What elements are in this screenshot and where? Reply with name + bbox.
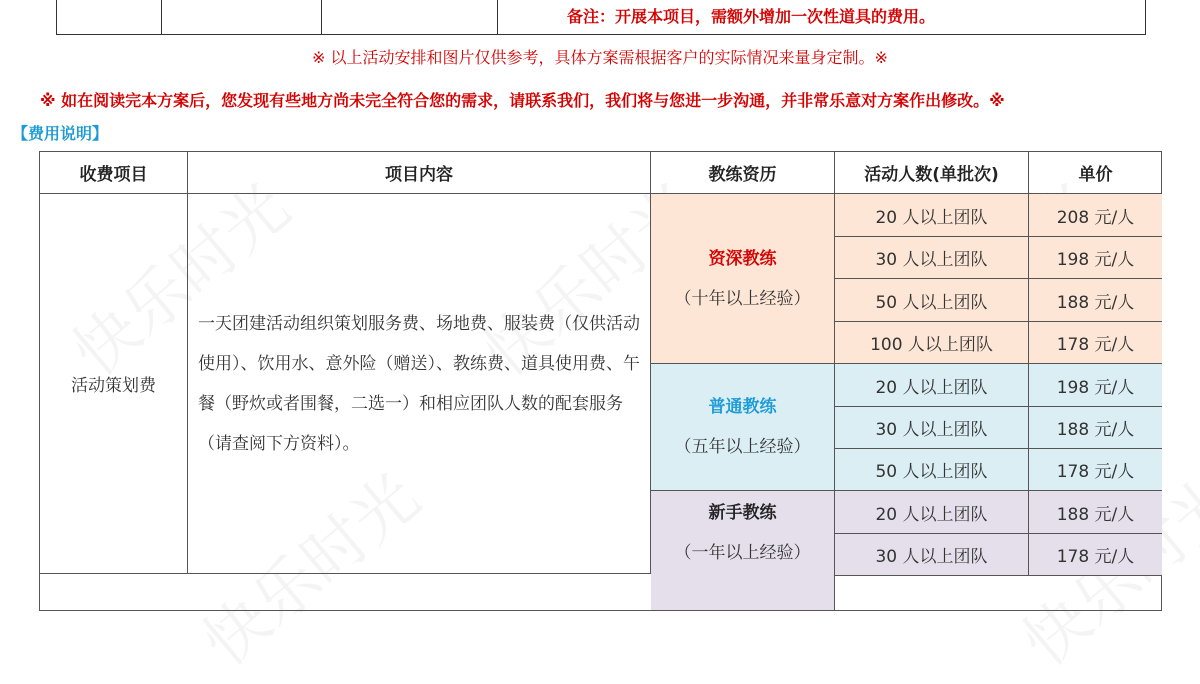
people-cell: 30 人以上团队 (835, 237, 1029, 279)
people-cell: 30 人以上团队 (835, 534, 1029, 576)
price-cell: 188 元/人 (1029, 407, 1162, 449)
section-title: 【费用说明】 (12, 124, 109, 143)
coach-normal (651, 364, 835, 491)
people-cell: 50 人以上团队 (835, 279, 1029, 322)
coach-name: 新手教练 (708, 503, 777, 523)
header-people: 活动人数(单批次) (835, 152, 1029, 194)
price-cell: 198 元/人 (1029, 237, 1162, 279)
content-text: 一天团建活动组织策划服务费、场地费、服装费（仅供活动使用）、饮用水、意外险（赠送）、教练费、道具使用费、午餐（野炊或者围餐，二选一）和相应团队人数的配套服务（请查阅下方资料）。 (198, 313, 640, 454)
top-note: 备注：开展本项目，需额外增加一次性道具的费用。 (567, 7, 936, 26)
price-cell: 178 元/人 (1029, 322, 1162, 364)
coach-novice (651, 491, 835, 611)
price-cell: 178 元/人 (1029, 449, 1162, 491)
header-coach: 教练资历 (651, 152, 835, 194)
people-cell: 50 人以上团队 (835, 449, 1029, 491)
coach-senior (651, 194, 835, 364)
coach-name: 资深教练 (708, 248, 777, 269)
fee-item-cell: 活动策划费 (40, 194, 188, 574)
price-cell: 188 元/人 (1029, 491, 1162, 534)
feedback-notice: ※ 如在阅读完本方案后，您发现有些地方尚未完全符合您的需求，请联系我们，我们将与您进一步沟通，并非常乐意对方案作出修改。※ (40, 91, 1005, 110)
coach-experience: （一年以上经验） (674, 543, 811, 563)
disclaimer: ※ 以上活动安排和图片仅供参考，具体方案需根据客户的实际情况来量身定制。※ (312, 48, 888, 67)
previous-table-bottom-row (56, 0, 1146, 35)
people-cell: 20 人以上团队 (835, 491, 1029, 534)
people-cell: 20 人以上团队 (835, 364, 1029, 407)
header-fee-item: 收费项目 (40, 152, 188, 194)
table-cell (161, 0, 322, 34)
coach-name: 普通教练 (708, 397, 777, 417)
header-price: 单价 (1029, 152, 1162, 194)
people-cell: 20 人以上团队 (835, 194, 1029, 237)
coach-experience: （十年以上经验） (674, 288, 811, 309)
price-cell: 188 元/人 (1029, 279, 1162, 322)
price-cell: 198 元/人 (1029, 364, 1162, 407)
price-cell: 178 元/人 (1029, 534, 1162, 576)
fee-table (39, 151, 1162, 611)
people-cell: 30 人以上团队 (835, 407, 1029, 449)
people-cell: 100 人以上团队 (835, 322, 1029, 364)
table-cell (57, 0, 162, 34)
content-cell (188, 194, 651, 574)
table-cell (321, 0, 498, 34)
price-cell: 208 元/人 (1029, 194, 1162, 237)
header-content: 项目内容 (188, 152, 651, 194)
coach-experience: （五年以上经验） (674, 437, 811, 457)
